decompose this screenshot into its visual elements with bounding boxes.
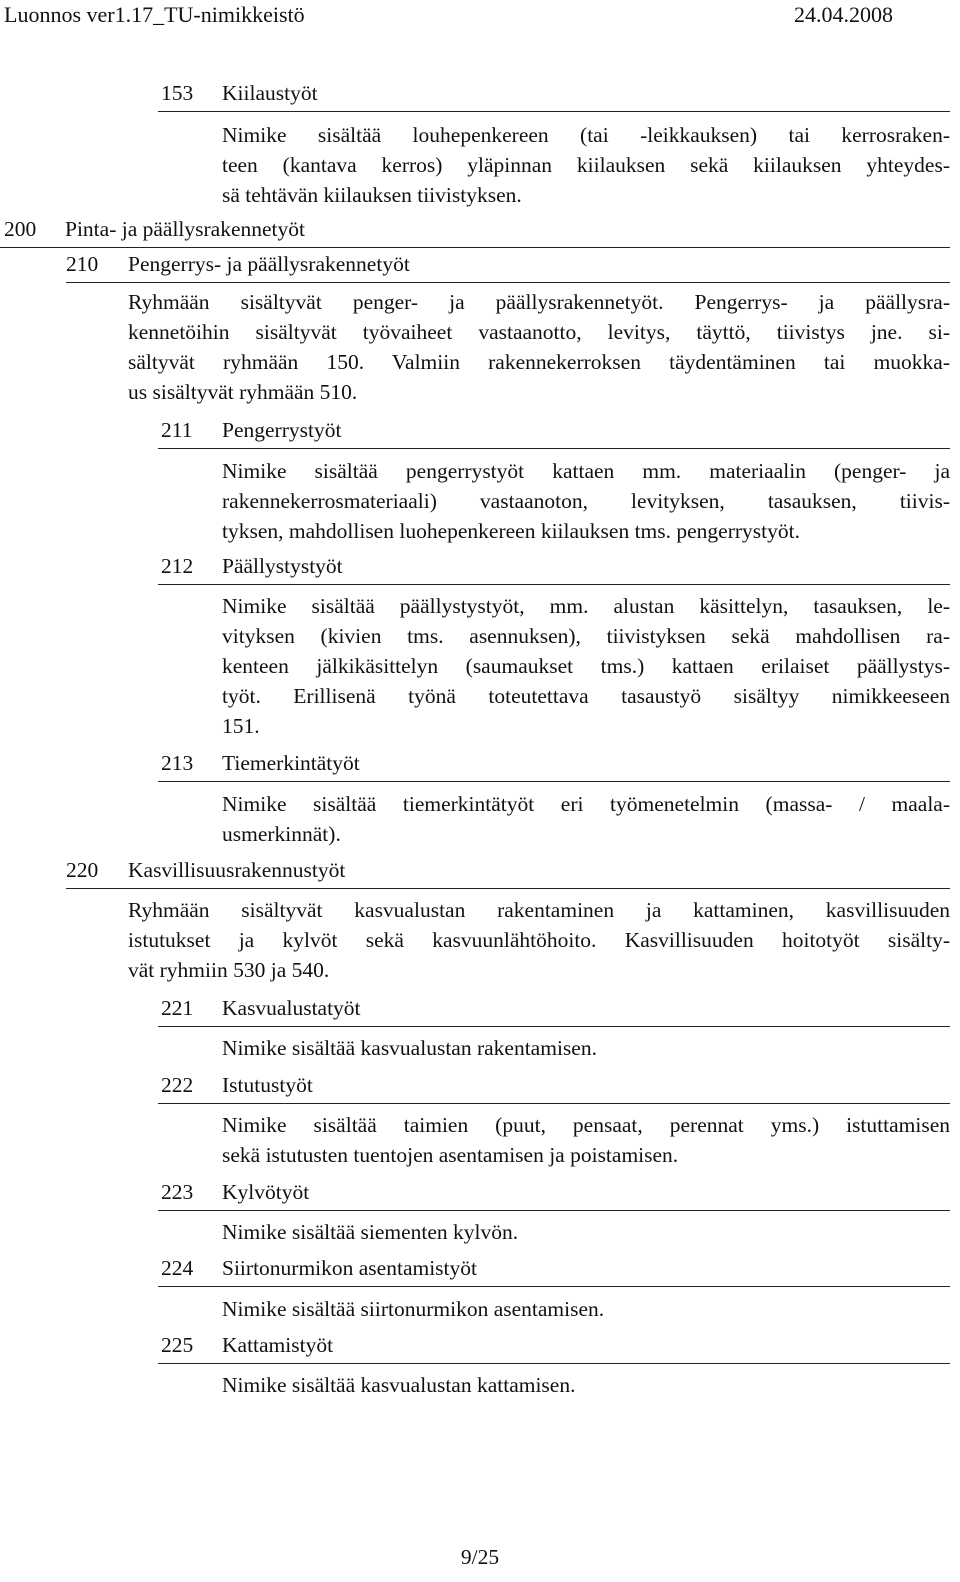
text-line: vät ryhmiin 530 ja 540. <box>128 958 330 982</box>
heading-title: Kasvualustatyöt <box>222 996 361 1020</box>
paragraph-220 <box>128 895 950 985</box>
paragraph-224 <box>222 1294 950 1324</box>
paragraph-223 <box>222 1217 950 1247</box>
text-line: vityksen (kivien tms. asennuksen), tiivistyksen sekä mahdollisen ra- <box>222 624 950 648</box>
text-line: Nimike sisältää siirtonurmikon asentamisen. <box>222 1297 605 1321</box>
text-line: Nimike sisältää tiemerkintätyöt eri työmenetelmin (massa- / maala- <box>222 792 950 816</box>
heading-title: Kylvötyöt <box>222 1180 310 1204</box>
text-line: istutukset ja kylvöt sekä kasvuunlähtöhoito. Kasvillisuuden hoitotyöt sisälty- <box>128 928 950 952</box>
heading-224 <box>158 1253 950 1287</box>
text-line: Ryhmään sisältyvät kasvualustan rakentaminen ja kattaminen, kasvillisuuden <box>128 898 950 922</box>
text-line: Nimike sisältää kasvualustan rakentamisen. <box>222 1036 597 1060</box>
heading-title: Päällystystyöt <box>222 554 343 578</box>
text-line: työt. Erillisenä työnä toteutettava tasaustyö sisältyy nimikkeeseen <box>222 684 950 708</box>
text-line: tyksen, mahdollisen luohepenkereen kiilauksen tms. pengerrystyöt. <box>222 519 800 543</box>
text-line: Nimike sisältää päällystystyöt, mm. alustan käsittelyn, tasauksen, le- <box>222 594 950 618</box>
text-line: 151. <box>222 714 260 738</box>
heading-title: Pengerrystyöt <box>222 418 342 442</box>
heading-number: 153 <box>161 81 194 105</box>
heading-200 <box>0 214 950 248</box>
text-line: teen (kantava kerros) yläpinnan kiilauksen sekä kiilauksen yhteydes- <box>222 153 950 177</box>
heading-title: Siirtonurmikon asentamistyöt <box>222 1256 477 1280</box>
text-line: Nimike sisältää siementen kylvön. <box>222 1220 519 1244</box>
document-title: Luonnos ver1.17_TU-nimikkeistö <box>4 2 305 27</box>
paragraph-221 <box>222 1033 950 1063</box>
text-line: sältyvät ryhmään 150. Valmiin rakennekerroksen täydentäminen tai muokka- <box>128 350 950 374</box>
text-line: rakennekerrosmateriaali) vastaanoton, levityksen, tasauksen, tiivis- <box>222 489 950 513</box>
heading-title: Kiilaustyöt <box>222 81 318 105</box>
heading-number: 212 <box>161 554 194 578</box>
heading-222 <box>158 1070 950 1104</box>
text-line: sekä istutusten tuentojen asentamisen ja poistamisen. <box>222 1143 679 1167</box>
text-line: usmerkinnät). <box>222 822 341 846</box>
heading-number: 222 <box>161 1073 194 1097</box>
paragraph-213 <box>222 789 950 849</box>
heading-title: Tiemerkintätyöt <box>222 751 360 775</box>
heading-221 <box>158 993 950 1027</box>
text-line: Ryhmään sisältyvät penger- ja päällysrakennetyöt. Pengerrys- ja päällysra- <box>128 290 950 314</box>
heading-number: 223 <box>161 1180 194 1204</box>
heading-number: 211 <box>161 418 193 442</box>
heading-210 <box>66 249 950 283</box>
heading-number: 225 <box>161 1333 194 1357</box>
heading-225 <box>158 1330 950 1364</box>
heading-title: Pengerrys- ja päällysrakennetyöt <box>128 252 410 276</box>
text-line: Nimike sisältää pengerrystyöt kattaen mm. materiaalin (penger- ja <box>222 459 950 483</box>
text-line: kennetöihin sisältyvät työvaiheet vastaanotto, levitys, täyttö, tiivistys jne. si- <box>128 320 950 344</box>
heading-220 <box>66 855 950 889</box>
text-line: Nimike sisältää taimien (puut, pensaat, perennat yms.) istuttamisen <box>222 1113 950 1137</box>
heading-153 <box>158 78 950 112</box>
heading-number: 213 <box>161 751 194 775</box>
heading-213 <box>158 748 950 782</box>
heading-223 <box>158 1177 950 1211</box>
heading-211 <box>158 415 950 449</box>
heading-title: Kattamistyöt <box>222 1333 334 1357</box>
page-header <box>0 0 960 34</box>
paragraph-225 <box>222 1370 950 1400</box>
paragraph-212 <box>222 591 950 741</box>
paragraph-153 <box>222 120 950 210</box>
heading-number: 200 <box>4 217 37 241</box>
text-line: Nimike sisältää louhepenkereen (tai -leikkauksen) tai kerrosraken- <box>222 123 950 147</box>
heading-title: Istutustyöt <box>222 1073 313 1097</box>
heading-number: 220 <box>66 858 99 882</box>
heading-number: 221 <box>161 996 194 1020</box>
text-line: sä tehtävän kiilauksen tiivistyksen. <box>222 183 522 207</box>
heading-number: 224 <box>161 1256 194 1280</box>
heading-212 <box>158 551 950 585</box>
heading-title: Pinta- ja päällysrakennetyöt <box>65 217 306 241</box>
paragraph-222 <box>222 1110 950 1170</box>
heading-title: Kasvillisuusrakennustyöt <box>128 858 346 882</box>
paragraph-210 <box>128 287 950 407</box>
text-line: Nimike sisältää kasvualustan kattamisen. <box>222 1373 576 1397</box>
text-line: us sisältyvät ryhmään 510. <box>128 380 358 404</box>
text-line: kenteen jälkikäsittelyn (saumaukset tms.) kattaen erilaiset päällystys- <box>222 654 950 678</box>
heading-number: 210 <box>66 252 99 276</box>
document-date: 24.04.2008 <box>794 2 893 27</box>
page-number: 9/25 <box>460 1545 500 1569</box>
paragraph-211 <box>222 456 950 546</box>
